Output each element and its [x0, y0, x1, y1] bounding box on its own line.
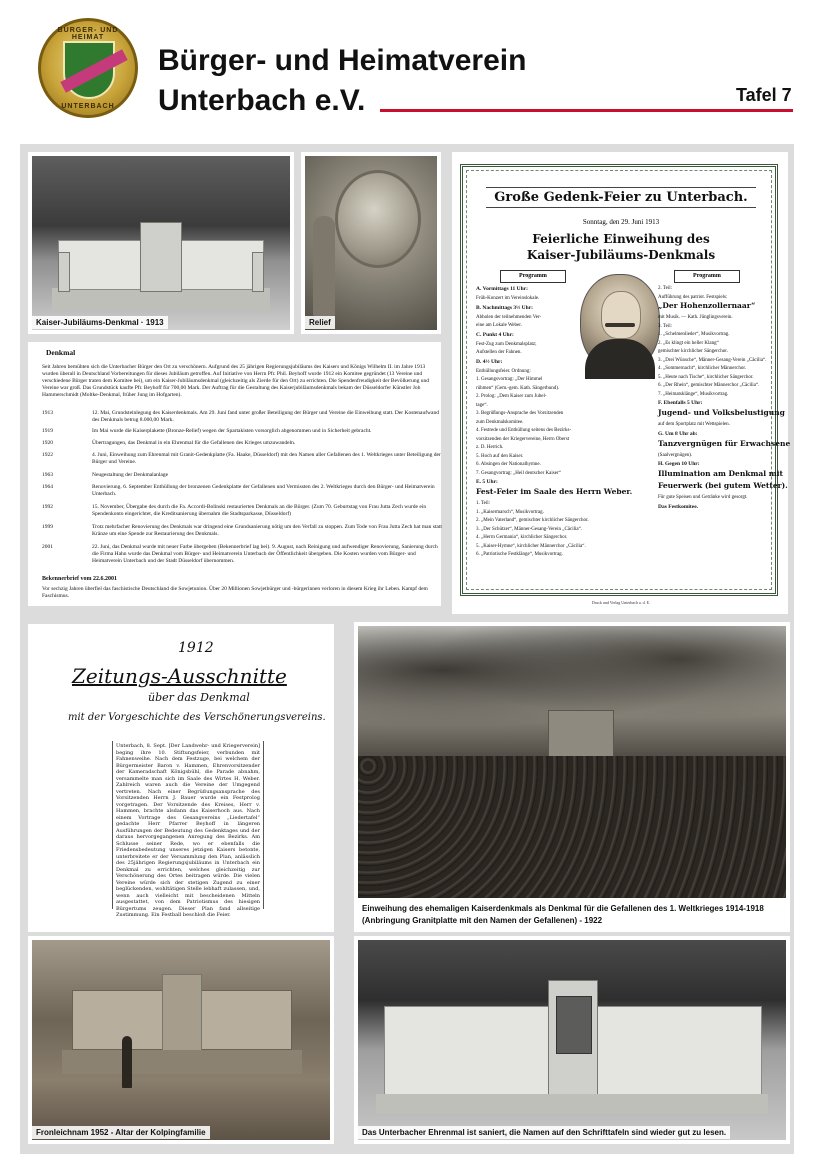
memorial-center-pillar	[140, 222, 182, 292]
clipping-text: Unterbach, 8. Sept. [Der Landwehr- und Kriegerverein] beging ihre 10. Stiftungsfeier, verbunden mit Fahnenweihe. Nach dem Festzuge, bei welchem der Bürgermeister Baron v. Hammen, Ehrenvorsitzender der Kameradschaft Königsbühl, die Parade abnahm, versammelte man sich im Saale des Wirtes H. Weber. Zahlreich waren auch die Vereine der Umgegend vertreten. Nach einer Begrüßungsansprache des Vorsitzenden Herrn J. Bauer wurde ein Festprolog vorgetragen. Der Vorsitzende des Kreises, Herr v. Hammen, brachte alsdann das Kaiserhoch aus. Nach einem Vortrage des Gesangvereins „Liedertafel“ gedachte Herr Pfarrer Beyhoff in längeren Ausführungen der Bedeutung des Gedenktages und der daraus hervorgegangenen Anregung des Bezirks. Am Schlusse seiner Rede, wo er ebenfalls die Friedensbedeutung unseres jetzigen Kaisers betonte, unterbreitete er der Versammlung den Plan, anlässlich des 25jährigen Regierungsjubiläums in Unterbach ein Denkmal zu errichten, welches gleichzeitig zur Verschönerung des Ortes beitragen würde. Die vielen Vereine würde sich der stetigen Zugend zu einer beglückenden, wohltätigen Stelle lebhaft zulassen, und, wenn auch vielleicht mit bescheidenen Mitteln ausgestattet, von dem Patriotismus des hiesigen Bürgertums zeugen. Dieser Plan fand allseitige Zustimmung. Ein Festball beschloß die Feier.	[116, 743, 260, 918]
poster-line: 3. Teil:	[658, 323, 673, 329]
poster-line: 2. „Mein Vaterland“, gemischter kirchlicher Sängerchor.	[476, 518, 589, 523]
tafel-label: Tafel 7	[736, 85, 792, 105]
relief-figure	[313, 216, 335, 316]
poster-date: Sonntag, den 29. Juni 1913	[582, 218, 660, 226]
timeline-text: 4. Juni, Einweihung zum Ehrenmal mit Granit-Gedenkplatte (Fa. Haake, Düsseldorf) mit den Namen aller Gefallenen des 1. Weltkrieges unter Beteiligung der Bürger und Vereine.	[92, 452, 441, 465]
timeline-year: 1922	[42, 452, 53, 458]
ehrenmal-photo	[358, 940, 786, 1140]
poster-line: B. Nachmittags 3½ Uhr:	[476, 304, 533, 311]
poster-line: 5. Hoch auf den Kaiser.	[476, 453, 524, 459]
memorial-in-background	[548, 710, 614, 762]
poster-line: eine am Lokale Weber.	[476, 323, 522, 328]
poster-line: tage“.	[476, 402, 488, 408]
timeline-text: Trotz mehrfacher Renovierung des Denkmals war dringend eine Grundsanierung nötig um den Verfall zu stoppen. Zum Tode von Frau Jutta Zech hat man statt Kränze um eine Spende zur Restaurierung des Denkmals.	[92, 524, 442, 537]
coat-of-arms-icon	[38, 18, 138, 118]
poster-headline-2: Kaiser-Jubiläums-Denkmals	[526, 248, 716, 262]
poster-line: vorsitzenden der Kriegervereine, Herrn Oberst	[476, 436, 570, 442]
poster-line: 1. Teil:	[476, 501, 491, 506]
poster-line: 5. „Heute nach Tische“, kirchlicher Sängerchor.	[658, 374, 754, 380]
poster-line: 5. „Kaiser-Hymne“, kirchlicher Männerchor „Cäcilia“.	[476, 543, 586, 549]
poster-line: Fest-Feier im Saale des Herrn Weber.	[476, 487, 633, 496]
portrait-uniform	[585, 339, 655, 379]
newspaper-clipping	[112, 741, 264, 918]
crowd	[358, 756, 786, 898]
poster-line: 3. „Der Schützer“, Männer-Gesang-Verein „Cäcilia“.	[476, 526, 583, 532]
poster-line: 3. „Drei Wünsche“, Männer-Gesang-Verein „Cäcilia“.	[658, 357, 767, 363]
memorial-right-pillar	[252, 252, 264, 292]
poster-line: H. Gegen 10 Uhr:	[658, 461, 700, 467]
poster-line: Tanzvergnügen für Erwachsene	[658, 438, 791, 448]
denkmal-intro: Seit Jahren bemühten sich die Unterbacher Bürger den Ort zu verschönern. Aufgrund des 25 jährigen Regierungsjubiläums des Kaisers und Königs Wilhelm II. im Jahre 1913 wurden überall in Deutschland Vorbereitungen für dieses Jubiläum getroffen. Auf Initiative von Herrn Pfr. Phil. Beyhoff wurde 1912 ein Komitee gegründet (13 Vereine und verschiedene Bürger traten dem Komitee bei), um ein Kaiser-Jubiläumsdenkmal (gleichzeitig als Zierde für den Ort) zu errichten. Die Spendenfreudigkeit der Bevölkerung und Vereine war groß. Das Grundstück kaufte Pfr. Beyhoff für 700,00 Mark. Der Auftrag für die Gestaltung des Kaiserjubiläumsdenkmals bekam der Düsseldorfer Künstler Job Hammerschmidt (Moltke-Denkmal, früher Jung im Hofgarten).	[42, 364, 429, 398]
logo-wave	[60, 49, 127, 92]
logo-text-bottom: UNTERBACH	[61, 103, 115, 110]
poster-line: 6. „Patriotische Festklänge“, Musikvortrag.	[476, 552, 563, 557]
timeline-row	[42, 428, 440, 436]
timeline-row	[42, 410, 440, 424]
timeline-year: 1999	[42, 524, 53, 530]
poster-line: Aufführung des patriot. Festspiels:	[658, 294, 728, 300]
poster-line: z. D. Herrich.	[476, 445, 504, 450]
poster-line: Aufstellen der Fahnen.	[476, 350, 522, 355]
timeline-text: Übertragungen, das Denkmal in ein Ehrenmal für die Gefallenen des Krieges umzuwandeln.	[92, 440, 296, 446]
poster-line: E. 5 Uhr:	[476, 479, 498, 485]
timeline-text: Renovierung. 6. September Enthüllung der bronzenen Gedenkplatte der Gefallenen und Vermissten des 2. Weltkrieges durch den Bürger- und Heimatverein Unterbach.	[92, 484, 435, 497]
einweihung-card	[354, 622, 790, 932]
timeline-row	[42, 452, 440, 466]
page-title-line1: Bürger- und Heimatverein	[158, 44, 527, 77]
poster-line: 2. „Es klingt ein heller Klang“	[658, 340, 719, 346]
content-panel	[20, 144, 794, 1154]
poster-headline-1: Feierliche Einweihung des	[532, 232, 710, 246]
bekennerbrief-text: Vor sechzig Jahren überfiel das faschistische Deutschland die Sowjetunion. Über 20 Millionen Sowjetbürger und -bürgerinnen verloren in diesem Krieg ihr Leben. Kampf dem Faschismus.	[42, 586, 428, 599]
timeline-text: Neugestaltung der Denkmalanlage	[92, 472, 169, 478]
poster-line: „Der Hohenzollernaar“	[658, 301, 756, 310]
zeitung-subtitle-2: mit der Vorgeschichte des Verschönerungsvereins.	[68, 712, 326, 723]
ehrenmal-caption: Das Unterbacher Ehrenmal ist saniert, die Namen auf den Schrifttafeln sind wieder gut zu lesen.	[358, 1126, 730, 1139]
poster-line: (Saalvergnügen).	[658, 452, 693, 458]
timeline-text: 15. November, Übergabe des durch die Fa. Accordi-Bolinski restaurierten Denkmals an die Bürger. (Zum 70. Geburtstag von Frau Jutta Zech wurde ein Spendenkonto eingerichtet, die Kreditsanierung übernahm die Stadtsparkasse, Düsseldorf)	[92, 504, 427, 517]
timeline-year: 1992	[42, 504, 53, 510]
timeline-year: 1964	[42, 484, 53, 490]
relief-caption: Relief	[305, 316, 335, 329]
poster-line: D. 4½ Uhr:	[476, 358, 503, 365]
poster-line: Illumination am Denkmal mit	[658, 469, 783, 478]
altar-steps	[62, 1050, 302, 1074]
timeline-year: 1913	[42, 410, 53, 416]
programm-label-left: Programm	[500, 270, 566, 283]
denkmal-text-card	[28, 342, 441, 606]
bekennerbrief-heading: Bekennerbrief vom 22.6.2001	[42, 576, 117, 582]
poster-footer: Druck und Verlag Unterbach a. d. E.	[591, 600, 651, 605]
einweihung-caption-line2: (Anbringung Granitplatte mit den Namen der Gefallenen) - 1922	[362, 916, 603, 925]
gedenkfeier-poster-card	[452, 152, 791, 614]
einweihung-caption-line1: Einweihung des ehemaligen Kaiserdenkmals als Denkmal für die Gefallenen des 1. Weltkrieges 1914-1918	[362, 904, 764, 913]
poster-line: zum Denkmalskomitee.	[476, 419, 524, 425]
logo-shield	[63, 41, 115, 99]
poster-line: Jugend- und Volksbelustigung	[658, 408, 785, 417]
poster-line: 2. Teil:	[658, 286, 673, 291]
kaiser-portrait	[580, 274, 660, 372]
kaiser-denkmal-photo	[32, 156, 290, 330]
poster-line: G. Um 8 Uhr ab:	[658, 430, 698, 437]
ehrenmal-steps	[376, 1094, 768, 1114]
relief-card	[301, 152, 441, 334]
poster-line: rühmen“ (Gem.-gem. Kath. Sängerbund).	[476, 385, 560, 391]
header	[0, 0, 823, 140]
kaiser-denkmal-card	[28, 152, 294, 334]
poster-line: 1. „Schelmenlieder“, Musikvortrag.	[658, 332, 730, 337]
ehrenmal-card	[354, 936, 790, 1144]
memorial-left-pillar	[58, 252, 70, 292]
poster-left-column	[476, 286, 633, 586]
timeline-row	[42, 524, 440, 538]
poster-line: 7. Gesangvortrag: „Heil deutscher Kaiser“	[476, 470, 561, 476]
denkmal-heading: Denkmal	[46, 348, 76, 357]
portrait-mustache	[605, 323, 635, 327]
ehrenmal-right-wing	[594, 1006, 762, 1096]
timeline-row	[42, 484, 440, 498]
portrait-face	[601, 291, 641, 339]
timeline-text: 22. Juni, das Denkmal wurde mit neuer Farbe übergeben (Bekennerbrief lag bei). 9. August, nach Reinigung und aufwendiger Renovierung, Sanierung durch die Firma Hahn wurde das Denkmal vom Bürger- und Heimatverein Unterbach der Öffentlichkeit übergeben. Die Kosten wurden vom Bürger- und Heimatverein Unterbach und der Stadt Düsseldorf übernommen.	[92, 544, 438, 564]
poster-line: gemischter kirchlicher Sängerchor.	[658, 349, 728, 354]
poster-line: F. Ebenfalls 5 Uhr:	[658, 400, 703, 406]
fronleichnam-photo	[32, 940, 330, 1140]
poster-line: 1. Gesangsvortrag: „Der Himmel	[476, 377, 543, 382]
poster-line: Früh-Konzert im Vereinslokale.	[476, 296, 540, 301]
standing-person	[122, 1036, 132, 1088]
zeitung-card	[28, 624, 334, 932]
poster-line: 7. „Heimatsklänge“, Musikvortrag.	[658, 391, 729, 397]
poster-line: mit Musik. — Kath. Jünglingsverein.	[658, 315, 733, 320]
kaiser-denkmal-caption: Kaiser-Jubiläums-Denkmal · 1913	[32, 316, 168, 329]
poster-line: Enthüllungsfeier. Ordnung:	[476, 368, 531, 374]
poster-line: 4. „Sommernacht“, kirchlicher Männerchor.	[658, 366, 747, 371]
poster-line: Abholen der teilnehmenden Ver-	[476, 314, 542, 320]
poster-line: 4. „Herrn Germania“, kirchlicher Sängerchor.	[476, 535, 568, 540]
poster-line: 3. Begrüßungs-Ansprache des Vorsitzenden	[476, 411, 564, 416]
poster-right-column	[658, 286, 791, 586]
fronleichnam-card	[28, 936, 334, 1144]
inscription-plate	[556, 996, 592, 1054]
timeline-row	[42, 544, 440, 566]
timeline-row	[42, 504, 440, 518]
poster-line: Das Festkomitee.	[658, 503, 699, 510]
altar-center	[162, 974, 202, 1054]
poster-line: 6. Absingen der Nationalhymne.	[476, 462, 541, 467]
timeline-row	[42, 440, 440, 448]
einweihung-photo	[358, 626, 786, 898]
poster-line: auf dem Sportplatz mit Wettspielen.	[658, 422, 730, 427]
zeitung-title: Zeitungs-Ausschnitte	[72, 664, 287, 688]
poster-line: 2. Prolog: „Dem Kaiser zum Jubel-	[476, 394, 547, 399]
poster-line: 6. „Der Rhein“, gemischter Männerchor „Cäcilia“.	[658, 383, 760, 388]
relief-photo	[305, 156, 437, 330]
fronleichnam-caption: Fronleichnam 1952 - Altar der Kolpingfamilie	[32, 1126, 210, 1139]
timeline-text: 12. Mai, Grundsteinlegung des Kaiserdenkmals. Am 29. Juni fand unter großer Beteiligung der Bürger und Vereine die Einweihung statt. Der Kostenaufwand des Denkmals betrug 8.000,00 Mark.	[92, 410, 439, 423]
timeline-row	[42, 472, 440, 480]
title-underline	[380, 109, 793, 112]
poster-line: 1. „Kaisermarsch“, Musikvortrag.	[476, 509, 544, 515]
timeline-year: 1919	[42, 428, 53, 434]
relief-medallion	[335, 170, 421, 268]
timeline-text: Im Mai wurde die Kaiserplakette (Bronze-Relief) wegen der Spartakisten vorsorglich abgenommen und in Sicherheit gebracht.	[92, 428, 372, 434]
programm-label-right: Programm	[674, 270, 740, 283]
timeline-year: 1920	[42, 440, 53, 446]
logo-text-top: BÜRGER- UND HEIMAT	[57, 27, 119, 41]
poster-line: Feuerwerk (bei gutem Wetter).	[658, 481, 788, 490]
timeline-year: 1963	[42, 472, 53, 478]
poster-line: Für gute Speisen und Getränke wird gesorgt.	[658, 495, 748, 500]
poster-line: Fest-Zug zum Denkmalsplatz;	[476, 341, 537, 347]
page-title-line2: Unterbach e.V.	[158, 84, 366, 117]
poster-line: A. Vormittags 11 Uhr:	[476, 286, 528, 292]
zeitung-subtitle-1: über das Denkmal	[148, 691, 250, 704]
timeline-year: 2001	[42, 544, 53, 550]
ehrenmal-left-wing	[384, 1006, 552, 1096]
poster-title: Große Gedenk-Feier zu Unterbach.	[486, 187, 756, 208]
poster-line: 4. Festrede und Enthüllung seitens des Bezirks-	[476, 428, 572, 433]
poster-line: C. Punkt 4 Uhr:	[476, 331, 514, 338]
zeitung-year: 1912	[178, 640, 214, 656]
